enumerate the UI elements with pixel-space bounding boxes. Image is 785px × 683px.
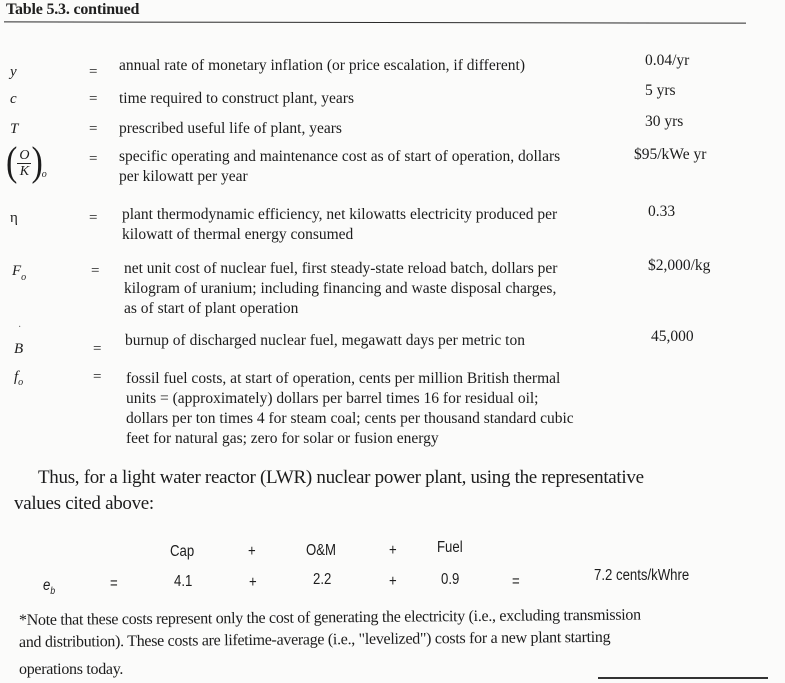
definition-line: specific operating and maintenance cost as of start of operation, dollars (119, 148, 561, 165)
definition-text: annual rate of monetary inflation (or price escalation, if different) (119, 57, 525, 74)
symbol-O-over-K (6, 140, 47, 185)
fraction-numerator: O (19, 147, 30, 163)
paragraph-line-2: values cited above: (14, 493, 154, 514)
lhs-subscript: b (50, 586, 56, 598)
definition-line: net unit cost of nuclear fuel, first steady-state reload batch, dollars per (124, 260, 558, 277)
definition-line: fossil fuel costs, at start of operation, cents per million British thermal (126, 370, 561, 387)
symbol-main: F (12, 263, 22, 279)
equation-lhs (43, 577, 55, 597)
definition-value: 45,000 (651, 328, 694, 345)
scan-speck: · (18, 322, 22, 333)
note-line-1: *Note that these costs represent only the cost of generating the electricity (i.e., excluding transmission (18, 606, 641, 629)
definition-text (122, 205, 642, 245)
fraction (17, 148, 31, 179)
equals-sign: = (89, 64, 98, 80)
paragraph-line-1: Thus, for a light water reactor (LWR) nuclear power plant, using the representative (38, 467, 644, 488)
definition-text (126, 369, 646, 449)
header-plus: + (389, 542, 397, 559)
value-om: 2.2 (313, 571, 332, 588)
definition-text: prescribed useful life of plant, years (119, 120, 342, 137)
left-paren: ( (6, 140, 18, 185)
definition-line: dollars per ton times 4 for steam coal; cents per thousand standard cubic (126, 410, 574, 427)
plus-sign: + (389, 573, 397, 590)
definition-value: 0.33 (648, 203, 676, 220)
definition-value: 0.04/yr (645, 52, 690, 69)
value-fuel: 0.9 (441, 571, 460, 588)
definition-line: feet for natural gas; zero for solar or fusion energy (126, 430, 439, 447)
fraction-denominator: K (19, 163, 30, 179)
subscript: o (18, 377, 24, 388)
symbol-B: B (14, 341, 24, 357)
bottom-rule (598, 677, 768, 679)
symbol-y: y (10, 64, 17, 80)
note-line-2: and distribution). These costs are lifetime-average (i.e., "levelized") costs for a new plant starting (18, 628, 611, 651)
definition-text: time required to construct plant, years (119, 90, 355, 107)
equals-sign: = (110, 575, 118, 592)
caption-rule (4, 21, 746, 23)
equals-sign: = (512, 573, 520, 590)
table-caption: Table 5.3. continued (6, 1, 140, 18)
header-om: O&M (306, 542, 337, 559)
definition-line: kilowatt of thermal energy consumed (122, 226, 354, 243)
definition-text (124, 259, 644, 319)
equals-sign: = (93, 369, 102, 385)
lhs-symbol: e (43, 577, 51, 594)
definition-line: as of start of plant operation (124, 300, 299, 317)
definition-line: plant thermodynamic efficiency, net kilowatts electricity produced per (122, 206, 558, 223)
right-paren: ) (31, 140, 43, 185)
subscript: o (21, 272, 27, 283)
definition-value: $2,000/kg (648, 257, 711, 274)
definition-value: $95/kWe yr (634, 146, 707, 163)
definition-line: units = (approximately) dollars per barrel times 16 for residual oil; (126, 390, 539, 407)
equals-sign: = (89, 151, 98, 167)
definition-value: 30 yrs (645, 113, 684, 130)
header-plus: + (248, 543, 256, 560)
definition-line: per kilowatt per year (119, 168, 248, 185)
equals-sign: = (93, 341, 102, 357)
symbol-eta: η (10, 210, 18, 226)
symbol-f-o (14, 369, 23, 388)
symbol-main: f (14, 369, 19, 385)
definition-value: 5 yrs (645, 82, 676, 99)
value-cap: 4.1 (174, 573, 193, 590)
definition-line: kilogram of uranium; including financing and waste disposal charges, (124, 280, 557, 297)
plus-sign: + (249, 574, 257, 591)
note-line-3: operations today. (19, 661, 124, 678)
equals-sign: = (89, 91, 98, 107)
symbol-c: c (10, 91, 17, 107)
equals-sign: = (89, 210, 98, 226)
header-fuel: Fuel (437, 539, 463, 556)
equals-sign: = (89, 121, 98, 137)
definition-text: burnup of discharged nuclear fuel, megawatt days per metric ton (125, 332, 525, 349)
symbol-F-o (12, 263, 26, 283)
header-cap: Cap (170, 543, 195, 560)
value-total: 7.2 cents/kWhre (594, 567, 690, 584)
symbol-T: T (10, 121, 19, 137)
subscript: o (41, 169, 47, 180)
definition-text (119, 147, 639, 187)
equals-sign: = (91, 263, 100, 279)
